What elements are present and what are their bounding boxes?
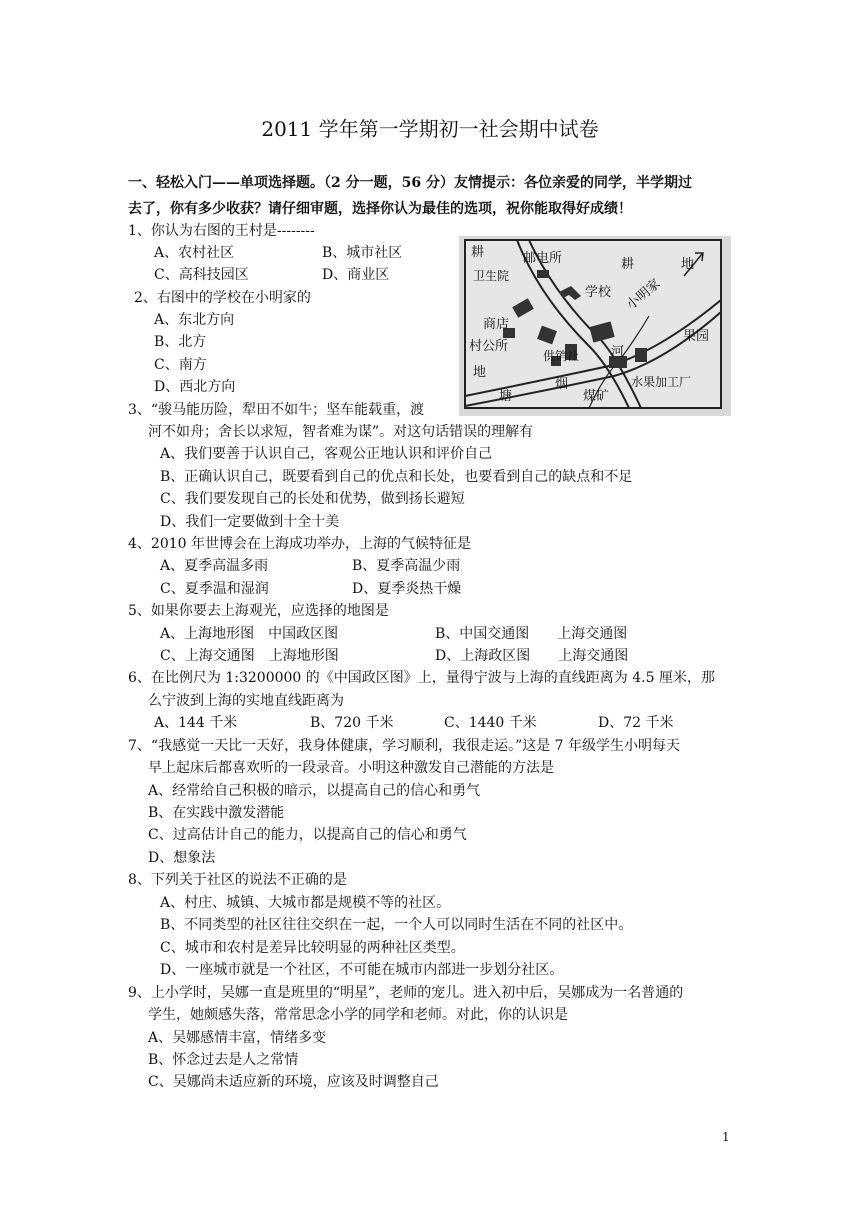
question-stem: 1、你认为右图的王村是-------- [128, 223, 315, 239]
option: A、上海地形图 中国政区图 [160, 626, 339, 642]
option: D、夏季炎热干燥 [352, 581, 462, 597]
option: D、想象法 [148, 850, 216, 866]
option: C、我们要发现自己的长处和优势，做到扬长避短 [160, 491, 465, 507]
option: C、高科技园区 [154, 267, 249, 283]
map-label: 学校 [585, 285, 612, 300]
option: B、正确认识自己，既要看到自己的优点和长处，也要看到自己的缺点和不足 [160, 469, 633, 485]
map-label: 耕 [471, 245, 485, 260]
option: D、72 千米 [598, 715, 674, 731]
map-label: 供销社 [543, 349, 580, 363]
question-stem: 么宁波到上海的实地直线距离为 [148, 693, 344, 709]
option: D、上海政区图 上海交通图 [435, 648, 629, 664]
question-stem: 6、在比例尺为 1:3200000 的《中国政区图》上，量得宁波与上海的直线距离为 4.5 厘米，那 [128, 670, 715, 686]
option: A、经常给自己积极的暗示，以提高自己的信心和勇气 [148, 783, 481, 799]
option: D、一座城市就是一个社区，不可能在城市内部进一步划分社区。 [160, 962, 564, 978]
option: A、我们要善于认识自己，客观公正地认识和评价自己 [160, 446, 493, 462]
question-stem: 8、下列关于社区的说法不正确的是 [128, 872, 347, 888]
question-stem: 河不如舟；舍长以求短，智者难为谋”。对这句话错误的理解有 [148, 424, 534, 440]
map-label: 水果加工厂 [631, 375, 692, 389]
map-label: 卫生院 [473, 269, 510, 283]
map-label: 村公所 [469, 339, 509, 354]
option: B、怀念过去是人之常情 [148, 1052, 299, 1068]
map-label: 地 [681, 257, 695, 272]
option: D、商业区 [322, 267, 390, 283]
question-stem: 早上起床后都喜欢听的一段录音。小明这种激发自己潜能的方法是 [148, 760, 554, 776]
map-label: 邮电所 [523, 251, 563, 266]
question-stem: 4、2010 年世博会在上海成功举办，上海的气候特征是 [128, 536, 471, 552]
option: B、不同类型的社区往往交织在一起，一个人可以同时生活在不同的社区中。 [160, 917, 633, 933]
building [635, 348, 647, 362]
map-label: 商店 [483, 317, 510, 332]
option: B、城市社区 [322, 245, 403, 261]
option: C、吴娜尚未适应新的环境，应该及时调整自己 [148, 1074, 439, 1090]
option: C、过高估计自己的能力，以提高自己的信心和勇气 [148, 827, 467, 843]
question-stem: 5、如果你要去上海观光，应选择的地图是 [128, 603, 389, 619]
option: C、南方 [154, 357, 207, 373]
option: A、144 千米 [154, 715, 238, 731]
option: A、村庄、城镇、大城市都是规模不等的社区。 [160, 895, 451, 911]
question-stem: 学生，她颇感失落，常常思念小学的同学和老师。对此，你的认识是 [148, 1007, 568, 1023]
map-label: 地 [473, 365, 487, 380]
page-number: 1 [722, 1130, 730, 1144]
section-heading: 一、轻松入门——单项选择题。（2 分一题，56 分）友情提示：各位亲爱的同学，半学期过 [128, 175, 692, 191]
option: B、在实践中激发潜能 [148, 805, 285, 821]
map-label: 煤矿 [583, 389, 610, 404]
option: B、720 千米 [310, 715, 394, 731]
option: C、上海交通图 上海地形图 [160, 648, 339, 664]
question-stem: 7、“我感觉一天比一天好，我身体健康，学习顺利，我很走运。”这是 7 年级学生小明每天 [128, 738, 681, 754]
building [537, 270, 549, 278]
map-label: 耕 [621, 257, 635, 272]
option: B、夏季高温少雨 [352, 558, 461, 574]
option: C、城市和农村是差异比较明显的两种社区类型。 [160, 940, 465, 956]
option: D、西北方向 [154, 379, 236, 395]
option: A、吴娜感情丰富，情绪多变 [148, 1030, 327, 1046]
option: A、农村社区 [154, 245, 235, 261]
question-stem: 2、右图中的学校在小明家的 [134, 290, 311, 306]
map-label: 小明家 [623, 276, 664, 314]
question-stem: 9、上小学时，吴娜一直是班里的“明星”，老师的宠儿。进入初中后，吴娜成为一名普通的 [128, 985, 684, 1001]
option: A、东北方向 [154, 312, 235, 328]
village-map-figure [459, 236, 731, 416]
map-label: 河 [611, 345, 625, 360]
section-heading: 去了，你有多少收获？请仔细审题，选择你认为最佳的选项，祝你能取得好成绩！ [128, 201, 632, 217]
option: C、夏季温和湿润 [160, 581, 269, 597]
option: B、北方 [154, 334, 207, 350]
page-title: 2011 学年第一学期初一社会期中试卷 [261, 117, 599, 141]
map-label: 烟 [555, 377, 569, 392]
option: B、中国交通图 上海交通图 [435, 626, 628, 642]
option: D、我们一定要做到十全十美 [160, 514, 340, 530]
map-label: 塘 [499, 389, 513, 404]
option: C、1440 千米 [444, 715, 537, 731]
question-stem: 3、“骏马能历险，犁田不如牛；坚车能载重，渡 [128, 402, 425, 418]
map-label: 果园 [683, 329, 710, 344]
option: A、夏季高温多雨 [160, 558, 269, 574]
